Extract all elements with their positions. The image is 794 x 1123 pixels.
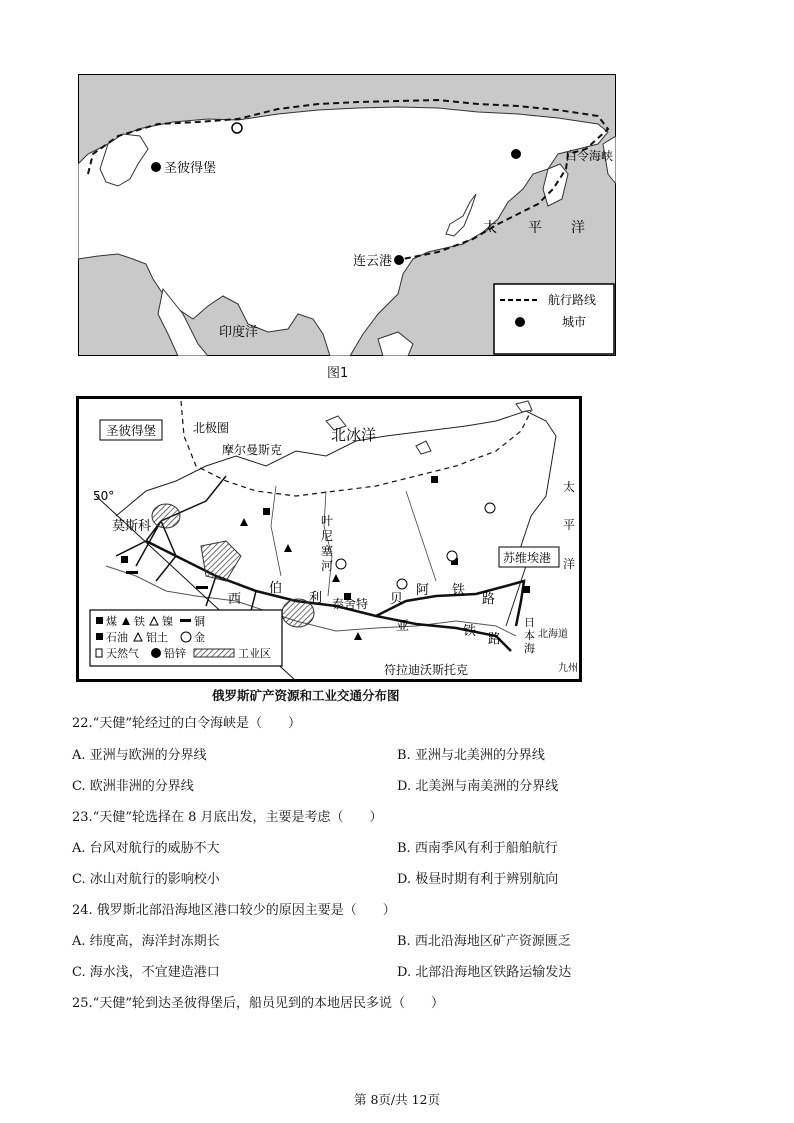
legend-city-sample [515, 317, 525, 327]
label-lyg: 连云港 [353, 254, 393, 269]
q23-option-c: C. 冰山对航行的影响校小 [72, 872, 220, 887]
q23-option-b: B. 西南季风有利于船舶航行 [397, 841, 558, 856]
q24-stem: 24. 俄罗斯北部沿海地区港口较少的原因主要是（ ） [72, 903, 396, 918]
label-indian-ocean: 印度洋 [219, 325, 259, 340]
q22-option-d: D. 北美洲与南美洲的分界线 [397, 779, 559, 794]
figure2-caption: 俄罗斯矿产资源和工业交通分布图 [212, 688, 400, 703]
label-baam-tie: 铁 [452, 583, 466, 598]
gold-symbol [336, 559, 346, 569]
label-lat50: 50° [93, 489, 115, 503]
legend-gas: 天然气 [106, 647, 139, 660]
legend-oil: 石油 [106, 631, 128, 644]
label-kyushu: 九州 [558, 663, 578, 674]
q24-option-c: C. 海水浅，不宜建造港口 [72, 965, 220, 980]
label-pacific-2: 平 [528, 220, 542, 236]
label-baam-bei: 贝 [390, 592, 404, 607]
label-rail-bo: 伯 [269, 581, 283, 596]
city-dot-spb [151, 162, 161, 172]
q23-stem: 23.“天健”轮选择在 8 月底出发，主要是考虑（ ） [72, 810, 383, 825]
port-circle [232, 123, 242, 133]
legend-leadzinc-symbol [151, 648, 161, 658]
legend-gold-symbol [181, 632, 191, 642]
q24-option-b: B. 西北沿海地区矿产资源匮乏 [397, 934, 571, 949]
city-dot-lyg [394, 255, 404, 265]
q25-stem: 25.“天健”轮到达圣彼得堡后，船员见到的本地居民多说（ ） [72, 996, 444, 1011]
city-dot-ne [511, 149, 521, 159]
label-pacific-3: 洋 [571, 220, 585, 236]
legend-coal-symbol [96, 617, 103, 624]
gold-symbol [447, 551, 457, 561]
label-moscow: 莫斯科 [112, 519, 152, 534]
q22-stem: 22.“天健”轮经过的白令海峡是（ ） [72, 716, 301, 731]
coal-symbol [263, 508, 270, 515]
q22-option-a: A. 亚洲与欧洲的分界线 [72, 748, 207, 763]
legend-bauxite: 铝土 [146, 631, 168, 644]
label-arctic-circle: 北极圈 [193, 421, 230, 435]
label-yenisei-3: 塞 [321, 544, 334, 558]
label-baam-lu: 路 [482, 592, 496, 607]
legend-route-label: 航行路线 [548, 293, 597, 307]
legend-city-label: 城市 [562, 315, 587, 329]
russia-resource-map [76, 396, 582, 682]
legend-gas-symbol [96, 649, 102, 657]
label-hokkaido: 北海道 [538, 629, 568, 640]
coal-symbol [523, 586, 530, 593]
legend-leadzinc: 铅锌 [164, 647, 186, 660]
label-baam-a: 阿 [416, 583, 430, 598]
label-japan-sea-2: 本 [524, 629, 535, 642]
label-sovetskaya: 苏维埃港 [503, 551, 552, 565]
legend-copper-symbol [180, 619, 191, 622]
legend-copper: 铜 [194, 615, 205, 628]
legend-iron: 铁 [134, 615, 145, 628]
industrial-area-moscow [152, 504, 180, 528]
q24-option-a: A. 纬度高，海洋封冻期长 [72, 934, 220, 949]
label-rail-lu: 路 [488, 632, 502, 647]
label-yenisei-4: 河 [321, 559, 334, 573]
label-japan-sea-1: 日 [524, 616, 535, 629]
q22-option-b: B. 亚洲与北美洲的分界线 [397, 748, 545, 763]
q23-option-d: D. 极昼时期有利于辨别航向 [397, 872, 559, 887]
label-taishet: 泰舍特 [332, 597, 369, 611]
label-spb-box: 圣彼得堡 [106, 423, 157, 438]
q22-option-c: C. 欧洲非洲的分界线 [72, 779, 194, 794]
legend-nickel: 镍 [162, 615, 173, 628]
coal-symbol [431, 476, 438, 483]
legend-industrial: 工业区 [238, 647, 271, 660]
q24-option-d: D. 北部沿海地区铁路运输发达 [397, 965, 572, 980]
label-yenisei-2: 尼 [321, 529, 334, 543]
label-yenisei-1: 叶 [321, 514, 334, 528]
legend-oil-symbol [96, 633, 103, 640]
label-pacific-1: 太 [483, 220, 497, 236]
copper-symbol [196, 586, 208, 589]
label-rail-ya: 亚 [396, 619, 410, 634]
copper-symbol [126, 571, 138, 574]
label-pacific-3: 洋 [563, 557, 576, 571]
q23-option-a: A. 台风对航行的威胁不大 [72, 841, 220, 856]
legend-box [494, 284, 614, 354]
coal-symbol [121, 556, 128, 563]
legend-gold: 金 [194, 631, 205, 644]
legend-coal: 煤 [106, 615, 117, 628]
label-arctic-ocean: 北冰洋 [331, 426, 377, 444]
gold-symbol [485, 503, 495, 513]
label-spb: 圣彼得堡 [164, 161, 217, 176]
route-map [78, 74, 616, 356]
label-japan-sea-3: 海 [524, 642, 535, 655]
map2-legend [90, 610, 282, 666]
page-footer: 第 8页/共 12页 [353, 1092, 441, 1107]
label-rail-xi: 西 [228, 592, 242, 607]
label-pacific-2: 平 [563, 518, 576, 532]
figure1-caption: 图1 [327, 366, 349, 381]
label-strait: 白令海峡 [565, 149, 614, 163]
label-rail-li: 利 [309, 591, 323, 606]
label-vladivostok: 符拉迪沃斯托克 [384, 663, 469, 677]
legend-industrial-symbol [194, 649, 234, 657]
label-murmansk: 摩尔曼斯克 [222, 443, 283, 457]
label-pacific-1: 太 [563, 480, 576, 494]
gold-symbol [397, 579, 407, 589]
label-rail-tie: 铁 [463, 624, 477, 639]
